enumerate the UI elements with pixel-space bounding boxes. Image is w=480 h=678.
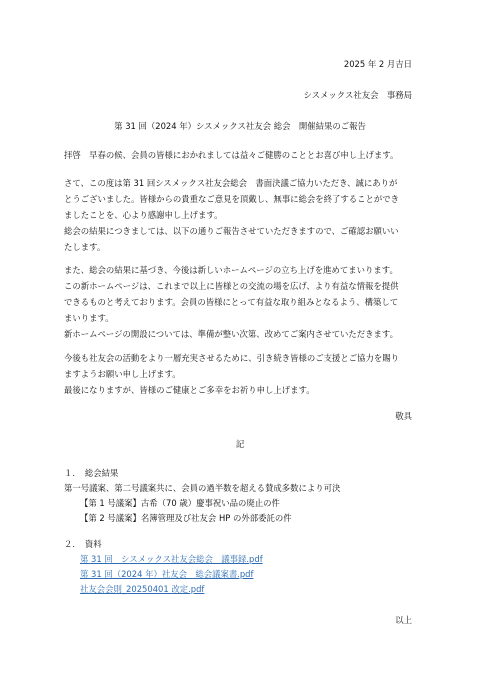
minutes-pdf-link[interactable]: 第 31 回 シスメックス社友会総会 議事録.pdf — [80, 554, 263, 564]
bylaws-pdf-link[interactable]: 社友会会則_20250401 改定.pdf — [80, 584, 205, 594]
document-date: 2025 年 2 月吉日 — [343, 59, 412, 69]
paragraph-line: 総会の結果につきましては、以下の通りご報告させていただきますので、ご確認お願いい — [64, 226, 399, 236]
ki-heading: 記 — [235, 439, 245, 449]
paragraph-line: ますようお願い申し上げます。 — [64, 369, 181, 379]
paragraph-line: まいります。 — [64, 313, 114, 323]
sender-name: シスメックス社友会 事務局 — [303, 90, 412, 100]
document-title: 第 31 回（2024 年）シスメックス社友会 総会 開催結果のご報告 — [114, 121, 366, 131]
section-heading: １． 総会結果 — [64, 468, 119, 478]
paragraph-line: とうございました。皆様からの貴重なご意見を頂戴し、無事に総会を終了することができ — [64, 194, 399, 204]
paragraph-line: さて、この度は第 31 回シスメックス社友会総会 書面決議ご協力いただき、誠にありが — [64, 178, 398, 188]
agenda-item: 【第 1 号議案】古希（70 歳）慶事祝い品の廃止の件 — [80, 498, 280, 508]
paragraph-line: たします。 — [64, 242, 106, 252]
results-summary: 第一号議案、第二号議案共に、会員の過半数を超える賛成多数により可決 — [64, 483, 341, 493]
section-heading: ２． 資料 — [64, 539, 102, 549]
agenda-pdf-link[interactable]: 第 31 回（2024 年）社友会 総会議案書.pdf — [80, 569, 254, 579]
end-ijou: 以上 — [395, 615, 412, 625]
greeting-line: 拝啓 早春の候、会員の皆様におかれましては益々ご健勝のこととお喜び申し上げます。 — [64, 150, 399, 160]
paragraph-line: ましたことを、心より感謝申し上げます。 — [64, 210, 223, 220]
paragraph-line: この新ホームページは、これまで以上に皆様との交流の場を広げ、より有益な情報を提供 — [64, 281, 399, 291]
paragraph-line: また、総会の結果に基づき、今後は新しいホームページの立ち上げを進めてまいります。 — [64, 265, 398, 275]
agenda-item: 【第 2 号議案】名簿管理及び社友会 HP の外部委託の件 — [80, 513, 292, 523]
paragraph-line: 今後も社友会の活動をより一層充実させるために、引き続き皆様のご支援とご協力を賜り — [64, 353, 399, 363]
paragraph-line: できるものと考えております。会員の皆様にとって有益な取り組みとなるよう、構築して — [64, 297, 399, 307]
paragraph-line: 新ホームページの開設については、準備が整い次第、改めてご案内させていただきます。 — [64, 329, 398, 339]
paragraph-line: 最後になりますが、皆様のご健康とご多幸をお祈り申し上げます。 — [64, 385, 315, 395]
closing-keigu: 敬具 — [395, 411, 412, 421]
